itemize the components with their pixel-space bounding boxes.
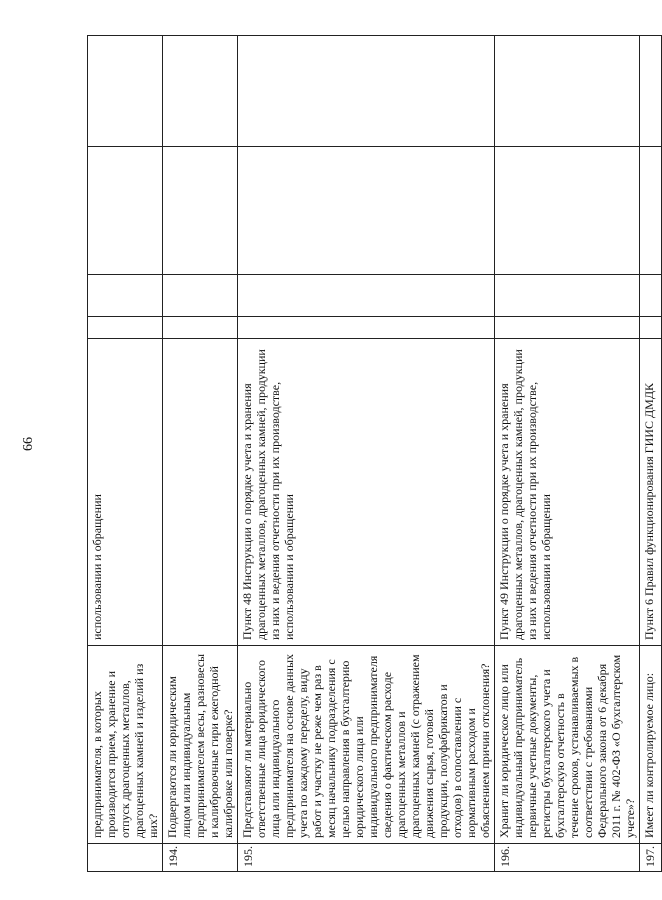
table-row: [495, 36, 640, 872]
rotated-page: [87, 36, 657, 872]
table-row: [238, 36, 495, 872]
table-row: [163, 36, 238, 872]
reference-cell: Пункт 6 Правил функционирования ГИИС ДМДК: [640, 339, 662, 646]
answer-yes-cell[interactable]: [88, 317, 163, 339]
answer-yes-cell[interactable]: [163, 317, 238, 339]
answer-yes-cell[interactable]: [238, 317, 495, 339]
comment-cell[interactable]: [88, 36, 163, 147]
answer-no-cell[interactable]: [163, 275, 238, 317]
comment-cell[interactable]: [163, 36, 238, 147]
row-number: 196.: [495, 844, 640, 872]
question-cell: Хранит ли юридическое лицо или индивидуальный предприниматель первичные учетные документы, регистры бухгалтерского учета и бухгалтерскую отчетность в течение сроков, устанавливаемых в соответствии с требованиями Федерального закона от 6 декабря 2011 г. № 402-ФЗ «О бухгалтерском учете»?: [495, 646, 640, 844]
question-cell: Представляют ли материально ответственные лица юридического лица или индивидуального предпринимателя на основе данных учета по каждому переделу, виду работ и участку не реже чем раз в месяц начальнику подразделения с целью направления в бухгалтерию юридического лица или индивидуального предпринимателя сведения о фактическом расходе драгоценных металлов и драгоценных камней (с отражением движения сырья, готовой продукции, полуфабрикатов и отходов) в сопоставлении с нормативным расходом и объяснением причин отклонения?: [238, 646, 495, 844]
question-cell: предпринимателя, в которых производится прием, хранение и отпуск драгоценных металлов, драгоценных камней и изделий из них?: [88, 646, 163, 844]
comment-cell[interactable]: [495, 36, 640, 147]
row-number: 197.: [640, 844, 662, 872]
comment-cell[interactable]: [238, 36, 495, 147]
answer-yes-cell[interactable]: [640, 317, 662, 339]
answer-no-cell[interactable]: [495, 275, 640, 317]
table-row: [640, 36, 662, 872]
reference-cell: использовании и обращении: [88, 339, 163, 646]
answer-na-cell[interactable]: [88, 147, 163, 275]
reference-cell: [163, 339, 238, 646]
answer-no-cell[interactable]: [238, 275, 495, 317]
checklist-table: [87, 35, 662, 872]
question-cell: Подвергаются ли юридическим лицом или индивидуальным предпринимателем весы, разновесы и калибровочные гири ежегодной калибровке или поверке?: [163, 646, 238, 844]
comment-cell[interactable]: [640, 36, 662, 147]
question-cell: Имеет ли контролируемое лицо:: [640, 646, 662, 844]
reference-cell: Пункт 49 Инструкции о порядке учета и хранения драгоценных металлов, драгоценных камней, продукции из них и ведения отчетности при их производстве, использовании и обращении: [495, 339, 640, 646]
answer-na-cell[interactable]: [495, 147, 640, 275]
row-number: 194.: [163, 844, 238, 872]
reference-cell: Пункт 48 Инструкции о порядке учета и хранения драгоценных металлов, драгоценных камней, продукции из них и ведения отчетности при их производстве, использовании и обращении: [238, 339, 495, 646]
answer-na-cell[interactable]: [640, 147, 662, 275]
answer-na-cell[interactable]: [163, 147, 238, 275]
answer-no-cell[interactable]: [640, 275, 662, 317]
page-number: 66: [21, 437, 36, 451]
table-row: [88, 36, 163, 872]
answer-yes-cell[interactable]: [495, 317, 640, 339]
row-number: [88, 844, 163, 872]
answer-no-cell[interactable]: [88, 275, 163, 317]
answer-na-cell[interactable]: [238, 147, 495, 275]
row-number: 195.: [238, 844, 495, 872]
